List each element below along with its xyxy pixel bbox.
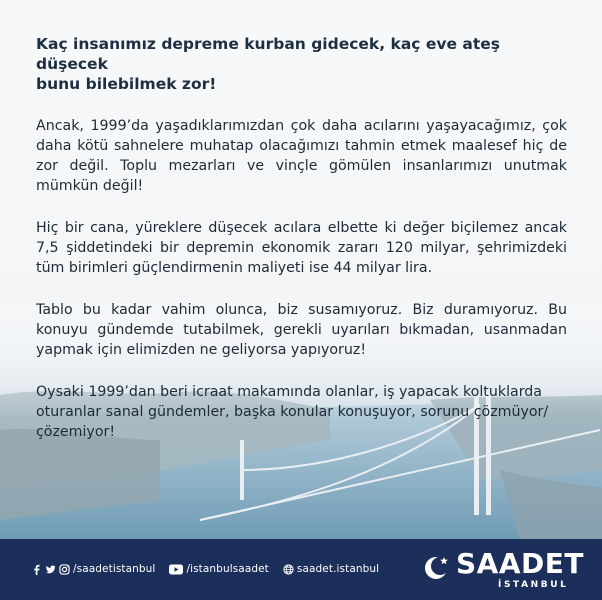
footer-bar (0, 539, 602, 600)
globe-icon (283, 564, 294, 575)
paragraph-4: Oysaki 1999’dan beri icraat makamında olanlar, iş yapacak koltuklarda oturanlar sanal gündemler, başka konular konuşuyor, sorunu çözmüyor/çözemiyor! (36, 384, 549, 440)
paragraph-1: Ancak, 1999’da yaşadıklarımızdan çok daha acılarını yaşayacağımız, çok daha kötü sahnelere muhatap olacağımızı tahmin etmek maalesef hiç de zor değil. Toplu mezarları ve vinçle gömülen insanlarımızı unutmak mümkün değil! (36, 118, 567, 194)
social-handle-group[interactable] (31, 563, 155, 575)
website-link: saadet.istanbul (296, 563, 380, 575)
headline-line-1: Kaç insanımız depreme kurban gidecek, kaç eve ateş düşecek (36, 35, 501, 73)
headline-line-2: bunu bilebilmek zor! (36, 75, 217, 93)
twitter-icon (45, 564, 56, 575)
youtube-handle: /istanbulsaadet (186, 563, 269, 575)
youtube-icon (169, 564, 183, 575)
headline (36, 34, 567, 94)
instagram-icon (59, 564, 70, 575)
logo-name: SAADET (456, 547, 584, 580)
paragraph-3: Tablo bu kadar vahim olunca, biz susamıyoruz. Biz duramıyoruz. Bu konuyu gündemde tutabilmek, gerekli uyarıları bıkmadan, usanmadan yapmak için elimizden ne geliyorsa yapıyoruz! (36, 302, 567, 358)
paragraph-2: Hiç bir cana, yüreklere düşecek acılara elbette ki değer biçilemez ancak 7,5 şiddetindeki bir depremin ekonomik zararı 120 milyar, şehrimizdeki tüm birimleri güçlendirmenin maliyeti ise 44 milyar lira. (36, 220, 567, 276)
website-group[interactable] (283, 563, 379, 575)
social-links (31, 563, 389, 575)
crescent-star-icon (424, 553, 452, 581)
youtube-group[interactable] (169, 563, 268, 575)
social-handle: /saadetistanbul (73, 563, 156, 575)
logo-city: İSTANBUL (498, 580, 569, 590)
facebook-icon (31, 564, 42, 575)
text-content (36, 34, 567, 464)
saadet-logo (424, 547, 584, 593)
